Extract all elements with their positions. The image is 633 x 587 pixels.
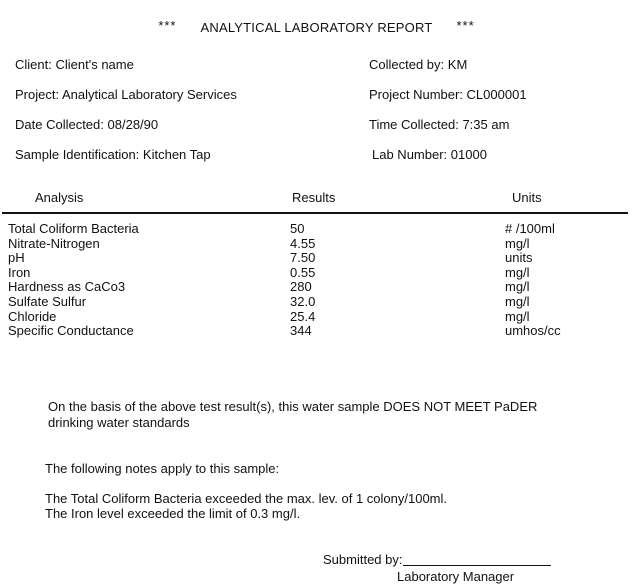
field-sample-identification	[15, 147, 211, 162]
unit-cell: units	[505, 250, 533, 266]
unit-cell: # /100ml	[505, 221, 555, 236]
analysis-cell: Hardness as CaCo3	[8, 279, 126, 295]
field-sample-identification-label: Sample Identification:	[15, 147, 140, 162]
page-title: ANALYTICAL LABORATORY REPORT	[200, 20, 433, 35]
table-row	[8, 280, 625, 295]
notes-intro: The following notes apply to this sample:	[45, 461, 280, 476]
analysis-cell: Chloride	[8, 308, 57, 324]
table-row	[8, 251, 625, 266]
field-date-collected-label: Date Collected:	[15, 117, 104, 132]
field-sample-identification-value: Kitchen Tap	[142, 147, 211, 162]
analysis-cell: Total Coliform Bacteria	[8, 221, 139, 236]
field-collected-by-label: Collected by:	[369, 57, 445, 72]
unit-cell: mg/l	[505, 293, 530, 309]
table-row	[8, 237, 625, 252]
analysis-column-header: Analysis	[35, 190, 84, 205]
submitted-by-label: Submitted by:	[323, 552, 403, 567]
table-row	[8, 295, 625, 310]
signature-line	[403, 552, 551, 566]
field-lab-number-label: Lab Number:	[372, 147, 448, 162]
result-cell: 0.55	[290, 264, 316, 280]
field-collected-by	[369, 57, 467, 72]
table-row	[8, 266, 625, 281]
field-project-label: Project:	[15, 87, 60, 102]
header-rule	[2, 212, 628, 214]
result-cell: 7.50	[290, 250, 316, 266]
field-client-label: Client:	[15, 57, 52, 72]
unit-cell: mg/l	[505, 308, 530, 324]
analysis-cell: Iron	[8, 264, 31, 280]
notes-list	[45, 491, 447, 521]
unit-cell: mg/l	[505, 279, 530, 295]
results-table-body	[8, 222, 625, 339]
result-statement-line: drinking water standards	[48, 415, 190, 430]
field-client-value: Client's name	[55, 57, 134, 72]
field-date-collected	[15, 117, 158, 132]
field-client	[15, 57, 134, 72]
report-title-row	[0, 20, 633, 35]
field-collected-by-value: KM	[447, 57, 468, 72]
field-project-number-value: CL000001	[466, 87, 527, 102]
field-project-value: Analytical Laboratory Services	[61, 87, 237, 102]
result-cell: 32.0	[290, 293, 316, 309]
table-row	[8, 310, 625, 325]
results-column-header: Results	[292, 190, 336, 205]
field-project-number-label: Project Number:	[369, 87, 463, 102]
analysis-cell: Nitrate-Nitrogen	[8, 235, 100, 251]
laboratory-manager-label: Laboratory Manager	[397, 569, 515, 584]
result-cell: 25.4	[290, 308, 316, 324]
unit-cell: mg/l	[505, 235, 530, 251]
analysis-cell: pH	[8, 250, 25, 266]
result-statement	[48, 399, 537, 431]
title-stars-right: ***	[456, 18, 475, 33]
unit-cell: mg/l	[505, 264, 530, 280]
analysis-cell: Specific Conductance	[8, 323, 134, 339]
analysis-cell: Sulfate Sulfur	[8, 293, 87, 309]
field-lab-number	[369, 147, 487, 162]
signature-block	[323, 552, 551, 584]
note-item: The Total Coliform Bacteria exceeded the max. lev. of 1 colony/100ml.	[45, 491, 447, 506]
field-project	[15, 87, 237, 102]
submitted-by-row	[323, 552, 551, 567]
field-time-collected	[369, 117, 509, 132]
field-project-number	[369, 87, 527, 102]
result-cell: 280	[290, 279, 312, 295]
table-row	[8, 222, 625, 237]
field-date-collected-value: 08/28/90	[107, 117, 159, 132]
title-stars-left: ***	[158, 18, 177, 33]
units-column-header: Units	[512, 190, 542, 205]
results-table-header	[8, 190, 625, 205]
note-item: The Iron level exceeded the limit of 0.3 mg/l.	[45, 506, 301, 521]
result-statement-line: On the basis of the above test result(s), this water sample DOES NOT MEET PaDER	[48, 399, 538, 414]
field-time-collected-value: 7:35 am	[462, 117, 510, 132]
table-row	[8, 324, 625, 339]
result-cell: 4.55	[290, 235, 316, 251]
field-lab-number-value: 01000	[450, 147, 487, 162]
field-time-collected-label: Time Collected:	[369, 117, 459, 132]
result-cell: 50	[290, 221, 305, 236]
unit-cell: umhos/cc	[505, 323, 561, 339]
result-cell: 344	[290, 323, 312, 339]
